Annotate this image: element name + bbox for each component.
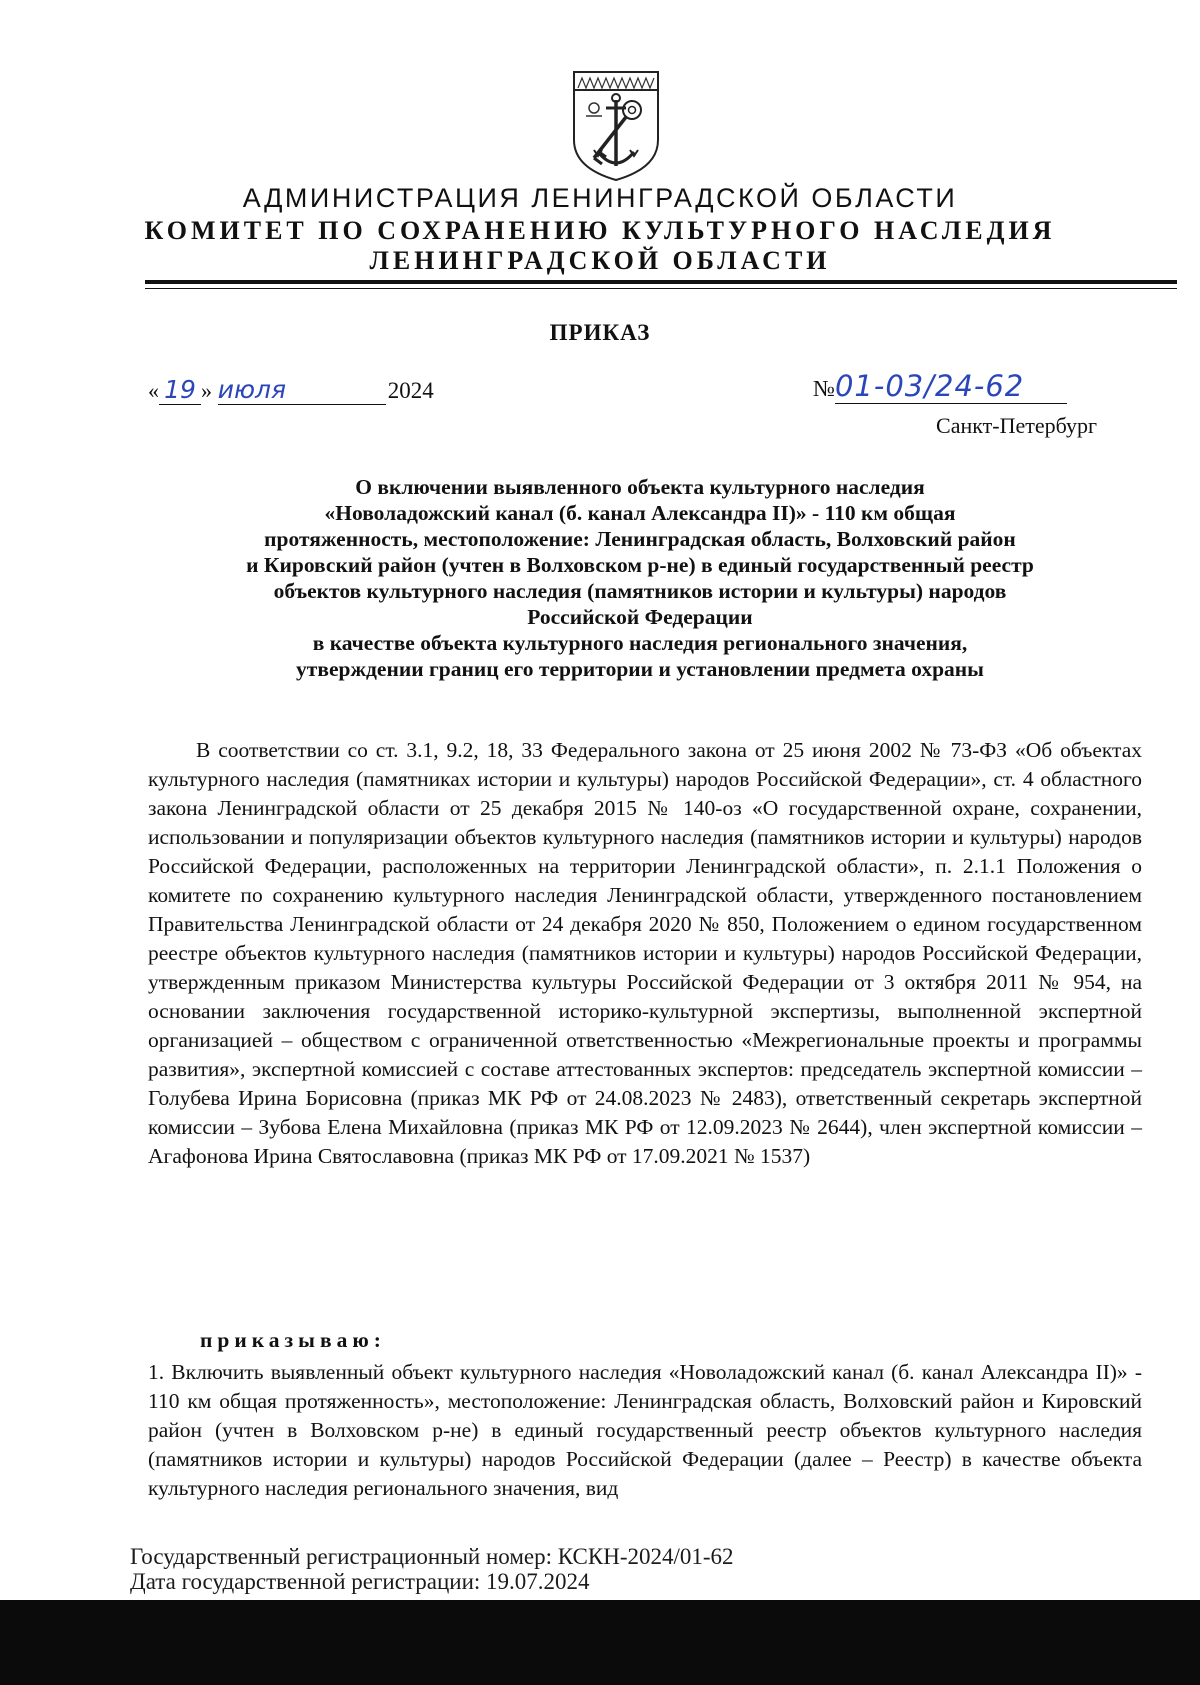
order-item-1 — [148, 1358, 1142, 1503]
preamble-paragraph: В соответствии со ст. 3.1, 9.2, 18, 33 Федерального закона от 25 июня 2002 № 73-ФЗ «Об объектах культурного наследия (памятниках истории и культуры) народов Российской Федерации», ст. 4 областного закона Ленинградской области от 25 декабря 2015 № 140-оз «О государственной охране, сохранении, использовании и популяризации объектов культурного наследия (памятников истории и культуры) народов Российской Федерации, расположенных на территории Ленинградской области», п. 2.1.1 Положения о комитете по сохранению культурного наследия Ленинградской области, утвержденного постановлением Правительства Ленинградской области от 24 декабря 2020 № 850, Положением о едином государственном реестре объектов культурного наследия (памятников истории и культуры) народов Российской Федерации, утвержденным приказом Министерства культуры Российской Федерации от 3 октября 2011 № 954, на основании заключения государственной историко-культурной экспертизы, выполненной экспертной организацией – обществом с ограниченной ответственностью «Межрегиональные проекты и программы развития», экспертной комиссией с составе аттестованных экспертов: председатель экспертной комиссии – Голубева Ирина Борисовна (приказ МК РФ от 24.08.2023 № 2483), ответственный секретарь экспертной комиссии – Зубова Елена Михайловна (приказ МК РФ от 12.09.2023 № 2644), член экспертной комиссии – Агафонова Ирина Святославовна (приказ МК РФ от 17.09.2021 № 1537) — [148, 738, 1142, 1168]
date-month: июля — [218, 375, 386, 405]
order-item-1-text: 1. Включить выявленный объект культурного наследия «Новоладожский канал (б. канал Александра II)» - 110 км общая протяженность», местоположение: Ленинградская область, Волховский район и Кировский район (учтен в Волховском р-не) в единый государственный реестр объектов культурного наследия (памятников истории и культуры) народов Российской Федерации (далее – Реестр) в качестве объекта культурного наследия регионального значения, вид — [148, 1360, 1142, 1500]
document-type: ПРИКАЗ — [549, 320, 651, 345]
title-line: утверждении границ его территории и установлении предмета охраны — [296, 657, 984, 681]
header-rule-thick — [145, 280, 1177, 284]
org-name-line3: ЛЕНИНГРАДСКОЙ ОБЛАСТИ — [369, 246, 831, 275]
date-close-quote: » — [201, 378, 212, 403]
title-line: объектов культурного наследия (памятников истории и культуры) народов — [273, 579, 1007, 603]
date-day: 19 — [159, 375, 201, 405]
org-name-line2: КОМИТЕТ ПО СОХРАНЕНИЮ КУЛЬТУРНОГО НАСЛЕДИЯ — [144, 216, 1056, 245]
registration-stamp — [130, 1544, 734, 1594]
number-value: 01-03/24-62 — [835, 369, 1067, 404]
title-line: в качестве объекта культурного наследия регионального значения, — [312, 631, 968, 655]
title-line: протяженность, местоположение: Ленинградская область, Волховский район — [264, 527, 1016, 551]
document-city: Санкт-Петербург — [936, 413, 1097, 438]
org-name-line1: АДМИНИСТРАЦИЯ ЛЕНИНГРАДСКОЙ ОБЛАСТИ — [242, 183, 958, 213]
number-sign: № — [813, 376, 835, 401]
title-line: «Новоладожский канал (б. канал Александра II)» - 110 км общая — [324, 501, 956, 525]
title-line: О включении выявленного объекта культурного наследия — [355, 475, 925, 499]
coat-of-arms-icon — [570, 70, 662, 182]
registration-number: Государственный регистрационный номер: КСКН-2024/01-62 — [130, 1544, 734, 1569]
date-open-quote: « — [148, 378, 159, 403]
header-rule-thin — [145, 288, 1177, 289]
order-word: приказываю: — [200, 1328, 386, 1352]
title-line: Российской Федерации — [527, 605, 753, 629]
preamble-block — [148, 736, 1142, 1171]
title-line: и Кировский район (учтен в Волховском р-не) в единый государственный реестр — [246, 553, 1034, 577]
date-year: 2024 — [387, 378, 434, 403]
registration-date: Дата государственной регистрации: 19.07.2024 — [130, 1569, 590, 1594]
document-number — [813, 369, 1067, 404]
document-title — [140, 474, 1140, 682]
scan-bottom-edge — [0, 1600, 1200, 1685]
document-date — [148, 375, 434, 405]
